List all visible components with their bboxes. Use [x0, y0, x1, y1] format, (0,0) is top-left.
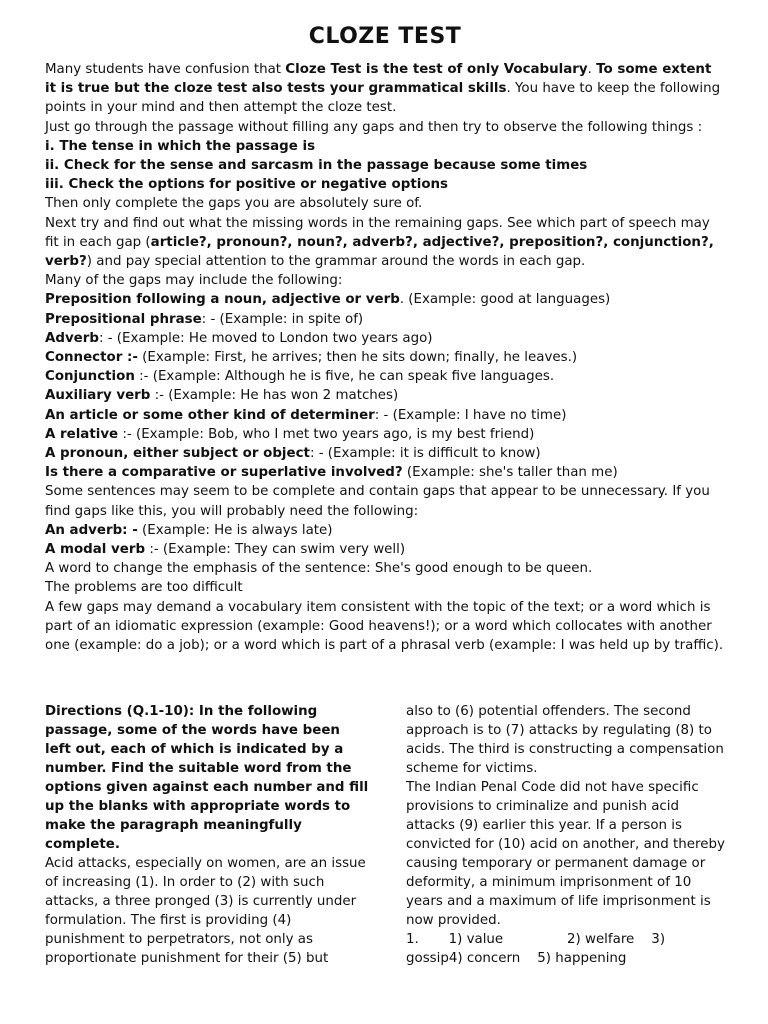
complete-gaps-note: Then only complete the gaps you are absolutely sure of.	[45, 196, 423, 212]
parts-of-speech-paragraph: Next try and find out what the missing words in the remaining gaps. See which part of speech may fit in each gap (article?, pronoun?, noun?, adverb?, adjective?, preposition?, conjunction?, verb?) and pay special attention to the grammar around the words in each gap.	[45, 215, 714, 270]
list-item: Adverb: - (Example: He moved to London two years ago)	[45, 330, 433, 346]
left-column	[45, 702, 370, 968]
instruction-paragraph: Just go through the passage without filling any gaps and then try to observe the following things :	[45, 119, 703, 135]
vocabulary-paragraph: A few gaps may demand a vocabulary item consistent with the topic of the text; or a word which is part of an idiomatic expression (example: Good heavens!); or a word which collocates with another one (example: do a job); or a word which is part of a phrasal verb (example: I was held up by traffic).	[45, 599, 724, 654]
list-item: Connector :- (Example: First, he arrives; then he sits down; finally, he leaves.)	[45, 350, 578, 366]
question-1-options-continued: gossip4) concern 5) happening	[406, 951, 627, 966]
list-item: A relative :- (Example: Bob, who I met two years ago, is my best friend)	[45, 426, 535, 442]
point-iii: iii. Check the options for positive or negative options	[45, 177, 449, 193]
gaps-include-heading: Many of the gaps may include the following:	[45, 273, 343, 289]
difficulty-line: The problems are too difficult	[45, 580, 243, 596]
intro-paragraph: Many students have confusion that Cloze Test is the test of only Vocabulary. To some extent it is true but the cloze test also tests your grammatical skills. You have to keep the following points in your mind and then attempt the cloze test.	[45, 62, 721, 116]
passage-right: also to (6) potential offenders. The second approach is to (7) attacks by regulating (8) to acids. The third is constructing a compensation scheme for victims.	[406, 704, 724, 776]
list-item: Conjunction :- (Example: Although he is five, he can speak five languages.	[45, 369, 555, 385]
question-1-options: 1. 1) value 2) welfare 3)	[406, 932, 666, 947]
passage-left: Acid attacks, especially on women, are an issue of increasing (1). In order to (2) with such attacks, a three pronged (3) is currently under formulation. The first is providing (4) punishment to perpetrators, not only as proportionate punishment for their (5) but	[45, 856, 366, 966]
unnecessary-gaps-paragraph: Some sentences may seem to be complete and contain gaps that appear to be unnecessary. If you find gaps like this, you will probably need the following:	[45, 484, 710, 519]
list-item: Is there a comparative or superlative involved? (Example: she's taller than me)	[45, 465, 618, 481]
list-item: An article or some other kind of determiner: - (Example: I have no time)	[45, 407, 567, 423]
point-i: i. The tense in which the passage is	[45, 138, 316, 154]
directions: Directions (Q.1-10): In the following passage, some of the words have been left out, each of which is indicated by a number. Find the suitable word from the options given against each number and fill up the blanks with appropriate words to make the paragraph meaningfully complete.	[45, 704, 369, 852]
list-item: Auxiliary verb :- (Example: He has won 2 matches)	[45, 388, 399, 404]
document-page	[45, 22, 725, 655]
list-item: A pronoun, either subject or object: - (Example: it is difficult to know)	[45, 446, 541, 462]
list-item: Prepositional phrase: - (Example: in spite of)	[45, 311, 364, 327]
list-item: An adverb: - (Example: He is always late)	[45, 522, 333, 538]
right-column	[406, 702, 726, 968]
emphasis-paragraph: A word to change the emphasis of the sentence: She's good enough to be queen.	[45, 561, 593, 577]
passage-right-continued: The Indian Penal Code did not have specific provisions to criminalize and punish acid attacks (9) earlier this year. If a person is convicted for (10) acid on another, and thereby causing temporary or permanent damage or deformity, a minimum imprisonment of 10 years and a maximum of life imprisonment is now provided.	[406, 780, 725, 928]
list-item: Preposition following a noun, adjective or verb. (Example: good at languages)	[45, 292, 611, 308]
point-ii: ii. Check for the sense and sarcasm in the passage because some times	[45, 158, 588, 174]
page-title: CLOZE TEST	[308, 24, 462, 49]
list-item: A modal verb :- (Example: They can swim very well)	[45, 542, 406, 558]
